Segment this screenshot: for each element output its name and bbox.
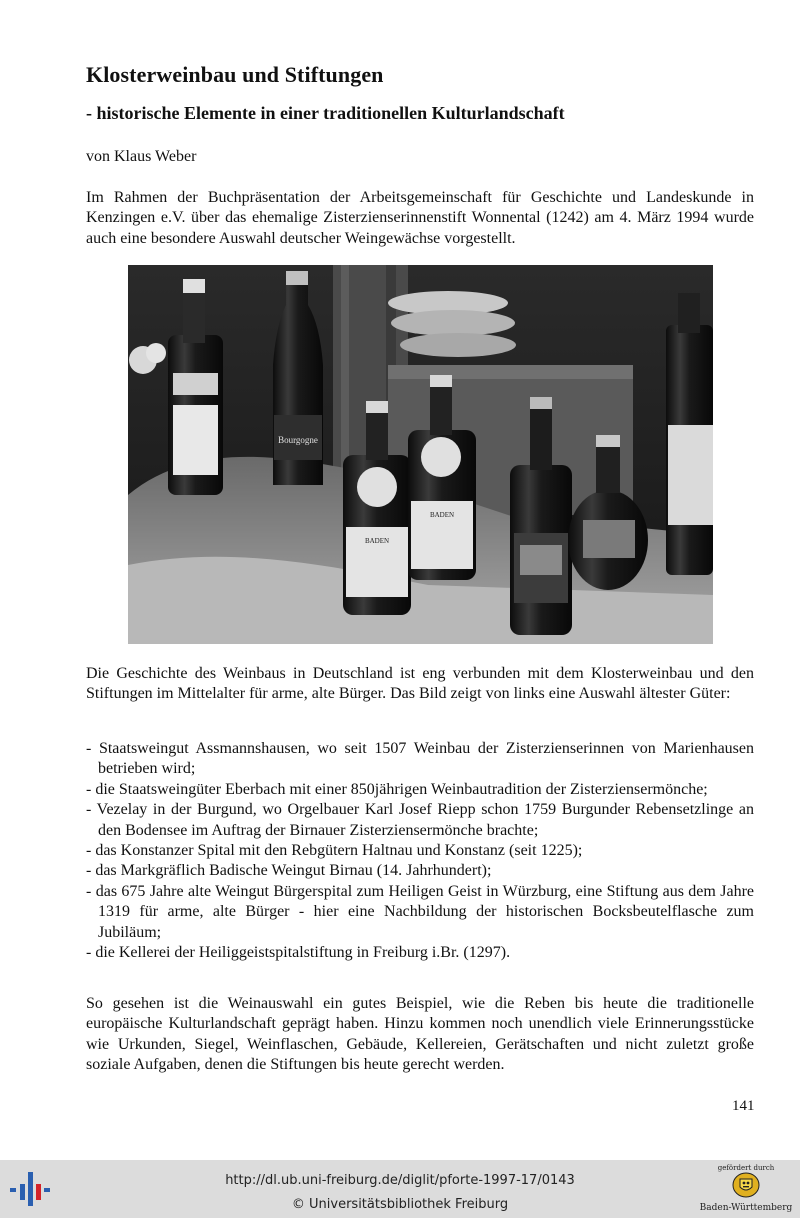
list-item: - die Staatsweingüter Eberbach mit einer 850jährigen Weinbautradition der Zisterziensermönche;: [86, 780, 708, 798]
wine-estate-list: [86, 739, 754, 963]
list-item: - das Markgräflich Badische Weingut Birnau (14. Jahrhundert);: [86, 862, 492, 880]
bourgogne-label: Bourgogne: [278, 435, 318, 445]
baden-wuerttemberg-crest-icon: [731, 1172, 761, 1198]
author-line: von Klaus Weber: [86, 148, 197, 165]
list-item: - Staatsweingut Assmannshausen, wo seit 1507 Weinbau der Zisterzienserinnen von Marienhausen betrieben wird;: [86, 740, 754, 778]
page-title: Klosterweinbau und Stiftungen: [86, 62, 384, 87]
page-subtitle: - historische Elemente in einer traditionellen Kulturlandschaft: [86, 103, 565, 123]
list-item: - das Konstanzer Spital mit den Rebgütern Haltnau und Konstanz (seit 1225);: [86, 842, 583, 860]
conclusion-paragraph: So gesehen ist die Weinauswahl ein gutes Beispiel, wie die Reben bis heute die traditionelle europäische Kulturlandschaft geprägt haben. Hinzu kommen noch unendlich viele Erinnerungsstücke wie Urkunden, Siegel, Weinflaschen, Gebäude, Kellereien, Gerätschaften und nicht zuletzt große soziale Aufgaben, denen die Stiftungen bis heute gerecht werden.: [86, 995, 754, 1074]
intro-paragraph: Im Rahmen der Buchpräsentation der Arbeitsgemeinschaft für Geschichte und Landeskunde in Kenzingen e.V. über das ehemalige Zisterzienserinnenstift Wonnental (1242) am 4. März 1994 wurde auch eine besondere Auswahl deutscher Weingewächse vorgestellt.: [86, 189, 754, 247]
baden-label-1: BADEN: [364, 537, 390, 545]
sponsor-name: Baden-Württemberg: [699, 1203, 793, 1213]
sponsor-caption: gefördert durch: [717, 1164, 775, 1172]
history-paragraph: Die Geschichte des Weinbaus in Deutschland ist eng verbunden mit dem Klosterweinbau und den Stiftungen im Mittelalter für arme, alte Bürger. Das Bild zeigt von links eine Auswahl ältester Güter:: [86, 665, 754, 703]
copyright-text: © Universitätsbibliothek Freiburg: [291, 1197, 509, 1212]
sponsor-badge: [694, 1164, 798, 1213]
list-item: - das 675 Jahre alte Weingut Bürgerspital zum Heiligen Geist in Würzburg, eine Stiftung aus dem Jahre 1319 für arme, alte Bürger - hier eine Nachbildung der historischen Bocksbeutelflasche zum Jubiläum;: [86, 882, 754, 941]
library-footer: [0, 1160, 800, 1218]
baden-label-2: BADEN: [429, 511, 455, 519]
list-item: - Vezelay in der Burgund, wo Orgelbauer Karl Josef Riepp schon 1759 Burgunder Rebensetzlinge an den Bodensee im Auftrag der Birnauer Zisterziensermönche brachte;: [86, 801, 754, 839]
list-item: - die Kellerei der Heiliggeistspitalstiftung in Freiburg i.Br. (1297).: [86, 944, 511, 962]
page-number: 141: [732, 1098, 755, 1114]
wine-bottles-illustration: [128, 265, 713, 644]
document-url-link[interactable]: http://dl.ub.uni-freiburg.de/diglit/pforte-1997-17/0143: [225, 1173, 575, 1188]
wine-bottles-photo: [128, 265, 713, 644]
